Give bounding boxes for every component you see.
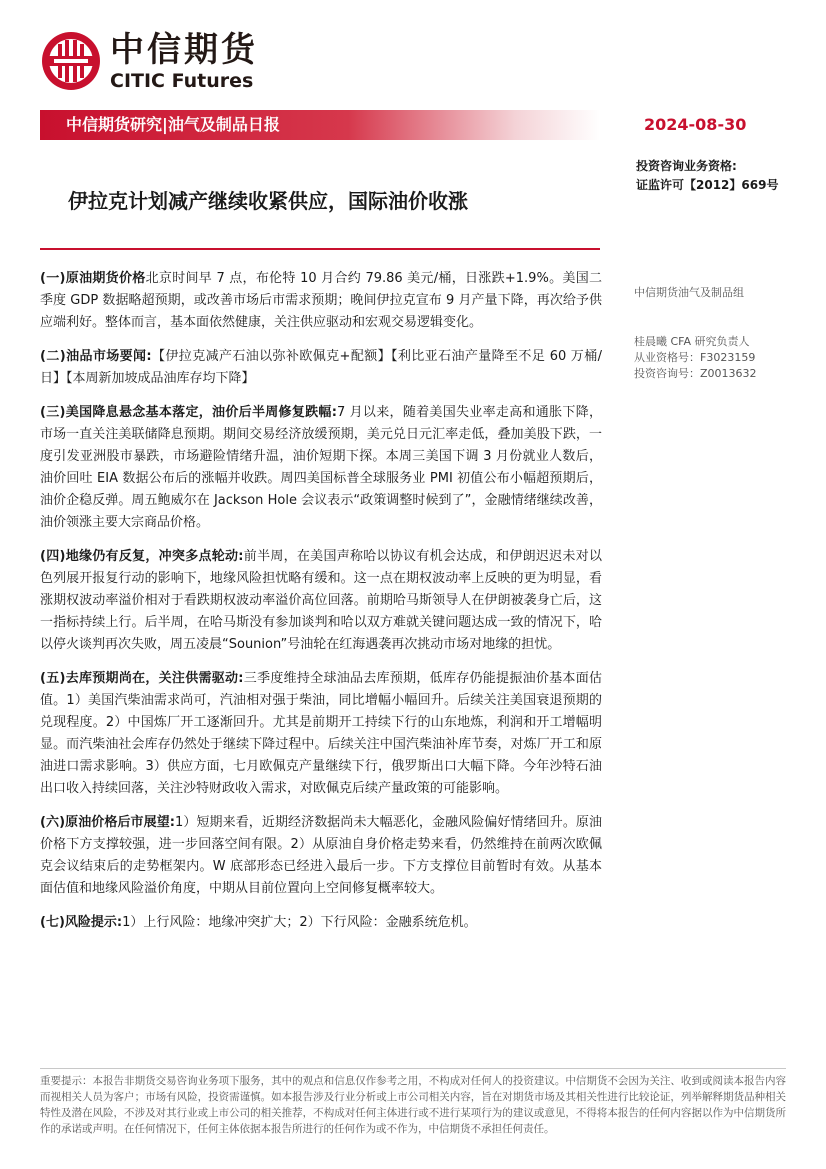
report-date: 2024-08-30 xyxy=(644,115,747,134)
section-inventory xyxy=(40,668,602,800)
analyst-consult-number: 投资咨询号：Z0013632 xyxy=(634,367,757,380)
section-heading: (五)去库预期尚在，关注供需驱动: xyxy=(40,671,244,686)
analyst-info xyxy=(634,334,757,382)
section-heading: (七)风险提示: xyxy=(40,915,123,930)
section-heading: (六)原油价格后市展望: xyxy=(40,815,176,830)
analyst-qualification: 从业资格号：F3023159 xyxy=(634,351,756,364)
section-heading: (四)地缘仍有反复，冲突多点轮动: xyxy=(40,549,244,564)
section-risk xyxy=(40,912,602,934)
section-geopolitics xyxy=(40,546,602,656)
section-market-news xyxy=(40,346,602,390)
brand-name-cn: 中信期货 xyxy=(110,30,258,70)
section-heading: (一)原油期货价格 xyxy=(40,271,146,286)
title-divider xyxy=(40,248,600,250)
disclaimer: 重要提示：本报告非期货交易咨询业务项下服务，其中的观点和信息仅作参考之用，不构成对任何人的投资建议。中信期货不会因为关注、收到或阅读本报告内容而视相关人员为客户；市场有风险，投资需谨慎。如本报告涉及行业分析或上市公司相关内容，旨在对期货市场及其相关性进行比较论证，列举解释期货品种相关特性及潜在风险，不涉及对其行业或上市公司的相关推荐，不构成对任何主体进行或不进行某项行为的建议或意见，不得将本报告的任何内容据以作为中信期货所作的承诺或声明。在任何情况下，任何主体依据本报告所进行的任何作为或不作为，中信期货不承担任何责任。 xyxy=(40,1068,786,1137)
section-text: 1）短期来看，近期经济数据尚未大幅恶化，金融风险偏好情绪回升。原油价格下方支撑较强，进一步回落空间有限。2）从原油自身价格走势来看，仍然维持在前两次欧佩克会议结束后的走势框架内。W 底部形态已经进入最后一步。下方支撑位目前暂时有效。从基本面估值和地缘风险溢价角度，中期从目前位置向上空间修复概率较大。 xyxy=(40,815,602,896)
section-outlook xyxy=(40,812,602,900)
section-heading: (三)美国降息悬念基本落定，油价后半周修复跌幅: xyxy=(40,405,337,420)
report-series-title: 中信期货研究|油气及制品日报 xyxy=(66,115,280,134)
section-text: 前半周，在美国声称哈以协议有机会达成，和伊朗迟迟未对以色列展开报复行动的影响下，地缘风险担忧略有缓和。这一点在期权波动率上反映的更为明显，看涨期权波动率溢价相对于看跌期权波动率溢价高位回落。前期哈马斯领导人在伊朗被袭身亡后，这一指标持续上行。后半周，在哈马斯没有参加谈判和哈以双方难就关键问题达成一致的情况下，哈以停火谈判再次失败，周五凌晨“Sounion”号油轮在红海遇袭再次挑动市场对地缘的担忧。 xyxy=(40,549,602,652)
report-body xyxy=(40,268,602,946)
license-line-2: 证监许可【2012】669号 xyxy=(636,178,779,192)
citic-logo-icon xyxy=(40,30,102,92)
section-text: 7 月以来，随着美国失业率走高和通胀下降，市场一直关注美联储降息预期。期间交易经济放缓预期，美元兑日元汇率走低，叠加美股下跌，一度引发亚洲股市暴跌，市场避险情绪升温，油价短期下探。本周三美国下调 3 月份就业人数后，油价回吐 EIA 数据公布后的涨幅并收跌。周四美国标普全球服务业 PMI 初值公布小幅超预期后，油价企稳反弹。周五鲍威尔在 Jackson Hole 会议表示“政策调整时候到了”，金融情绪继续改善，油价领涨主要大宗商品价格。 xyxy=(40,405,602,530)
license-line-1: 投资咨询业务资格: xyxy=(636,159,737,173)
section-text: 三季度维持全球油品去库预期，低库存仍能提振油价基本面估值。1）美国汽柴油需求尚可，汽油相对强于柴油，同比增幅小幅回升。后续关注美国衰退预期的兑现程度。2）中国炼厂开工逐渐回升。尤其是前期开工持续下行的山东地炼，利润和开工增幅明显。而汽柴油社会库存仍然处于继续下降过程中。后续关注中国汽柴油补库节奏，对炼厂开工和原油进口需求影响。3）供应方面，七月欧佩克产量继续下行，俄罗斯出口大幅下降。今年沙特石油出口收入持续回落，关注沙特财政收入需求，对欧佩克后续产量政策的可能影响。 xyxy=(40,671,602,796)
section-text: 【伊拉克减产石油以弥补欧佩克+配额】【利比亚石油产量降至不足 60 万桶/日】【本周新加坡成品油库存均下降】 xyxy=(40,349,602,386)
section-text: 北京时间早 7 点，布伦特 10 月合约 79.86 美元/桶，日涨跌+1.9%。美国二季度 GDP 数据略超预期，或改善市场后市需求预期；晚间伊拉克宣布 9 月产量下降，再次给予供应端利好。整体而言，基本面依然健康，关注供应驱动和宏观交易逻辑变化。 xyxy=(40,271,603,330)
license-info xyxy=(636,157,778,195)
research-group: 中信期货油气及制品组 xyxy=(634,286,744,299)
report-title: 伊拉克计划减产继续收紧供应，国际油价收涨 xyxy=(68,189,468,213)
section-text: 1）上行风险：地缘冲突扩大；2）下行风险：金融系统危机。 xyxy=(122,915,477,930)
section-macro xyxy=(40,402,602,534)
section-crude-futures-price xyxy=(40,268,602,334)
analyst-name: 桂晨曦 CFA 研究负责人 xyxy=(634,335,750,348)
section-heading: (二)油品市场要闻: xyxy=(40,349,152,364)
brand-name-en: CITIC Futures xyxy=(110,70,254,92)
